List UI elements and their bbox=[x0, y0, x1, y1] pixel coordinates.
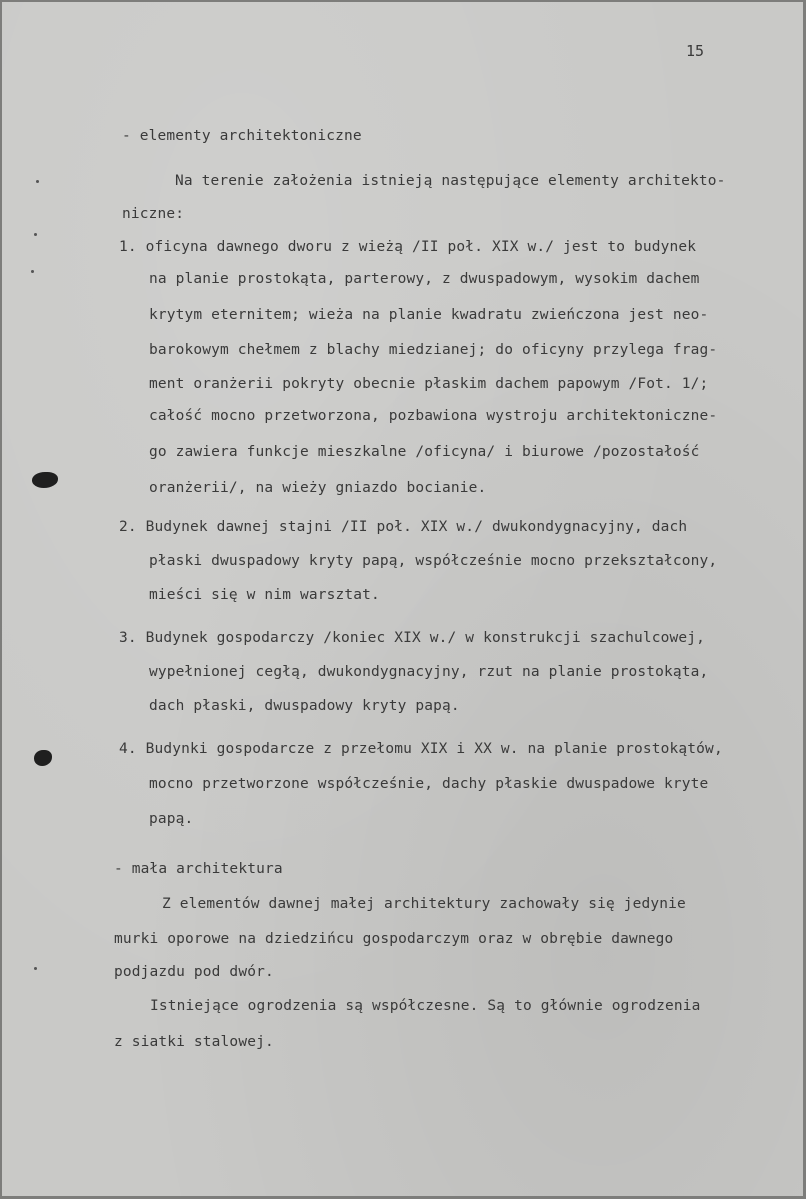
list-item-line: 2. Budynek dawnej stajni /II poł. XIX w./ dwukondygnacyjny, dach bbox=[119, 519, 688, 535]
paragraph-line: Na terenie założenia istnieją następujące elementy architekto- bbox=[175, 173, 726, 189]
list-item-line: papą. bbox=[149, 811, 194, 827]
list-item-line: 4. Budynki gospodarcze z przełomu XIX i XX w. na planie prostokątów, bbox=[119, 741, 723, 757]
paragraph-line: Istniejące ogrodzenia są współczesne. Są to głównie ogrodzenia bbox=[150, 998, 701, 1014]
paragraph-line: z siatki stalowej. bbox=[114, 1034, 274, 1050]
paragraph-line: niczne: bbox=[122, 206, 185, 222]
paper-speck bbox=[34, 967, 37, 970]
list-item-line: ment oranżerii pokryty obecnie płaskim dachem papowym /Fot. 1/; bbox=[149, 376, 709, 392]
list-item-line: 3. Budynek gospodarczy /koniec XIX w./ w konstrukcji szachulcowej, bbox=[119, 630, 706, 646]
list-item-line: 1. oficyna dawnego dworu z wieżą /II poł. XIX w./ jest to budynek bbox=[119, 239, 697, 255]
section-heading-architectural-elements: - elementy architektoniczne bbox=[122, 128, 362, 144]
paragraph-line: murki oporowe na dziedzińcu gospodarczym oraz w obrębie dawnego bbox=[114, 931, 674, 947]
page-number: 15 bbox=[686, 42, 705, 60]
section-heading-small-architecture: - mała architektura bbox=[114, 861, 283, 877]
list-item-line: oranżerii/, na wieży gniazdo bocianie. bbox=[149, 480, 487, 496]
list-item-line: płaski dwuspadowy kryty papą, współcześnie mocno przekształcony, bbox=[149, 553, 718, 569]
list-item-line: dach płaski, dwuspadowy kryty papą. bbox=[149, 698, 460, 714]
list-item-line: mocno przetworzone współcześnie, dachy płaskie dwuspadowe kryte bbox=[149, 776, 709, 792]
typewritten-page bbox=[2, 2, 803, 1196]
list-item-line: krytym eternitem; wieża na planie kwadratu zwieńczona jest neo- bbox=[149, 307, 709, 323]
punch-hole-lower bbox=[34, 750, 52, 766]
paper-speck bbox=[31, 270, 34, 273]
list-item-line: go zawiera funkcje mieszkalne /oficyna/ i biurowe /pozostałość bbox=[149, 444, 700, 460]
list-item-line: mieści się w nim warsztat. bbox=[149, 587, 380, 603]
list-item-line: na planie prostokąta, parterowy, z dwuspadowym, wysokim dachem bbox=[149, 271, 700, 287]
paragraph-line: podjazdu pod dwór. bbox=[114, 964, 274, 980]
list-item-line: całość mocno przetworzona, pozbawiona wystroju architektoniczne- bbox=[149, 408, 718, 424]
paper-speck bbox=[34, 233, 37, 236]
paper-speck bbox=[36, 180, 39, 183]
paragraph-line: Z elementów dawnej małej architektury zachowały się jedynie bbox=[162, 896, 686, 912]
punch-hole-upper bbox=[32, 472, 58, 488]
list-item-line: barokowym chełmem z blachy miedzianej; do oficyny przylega frag- bbox=[149, 342, 718, 358]
list-item-line: wypełnionej cegłą, dwukondygnacyjny, rzut na planie prostokąta, bbox=[149, 664, 709, 680]
